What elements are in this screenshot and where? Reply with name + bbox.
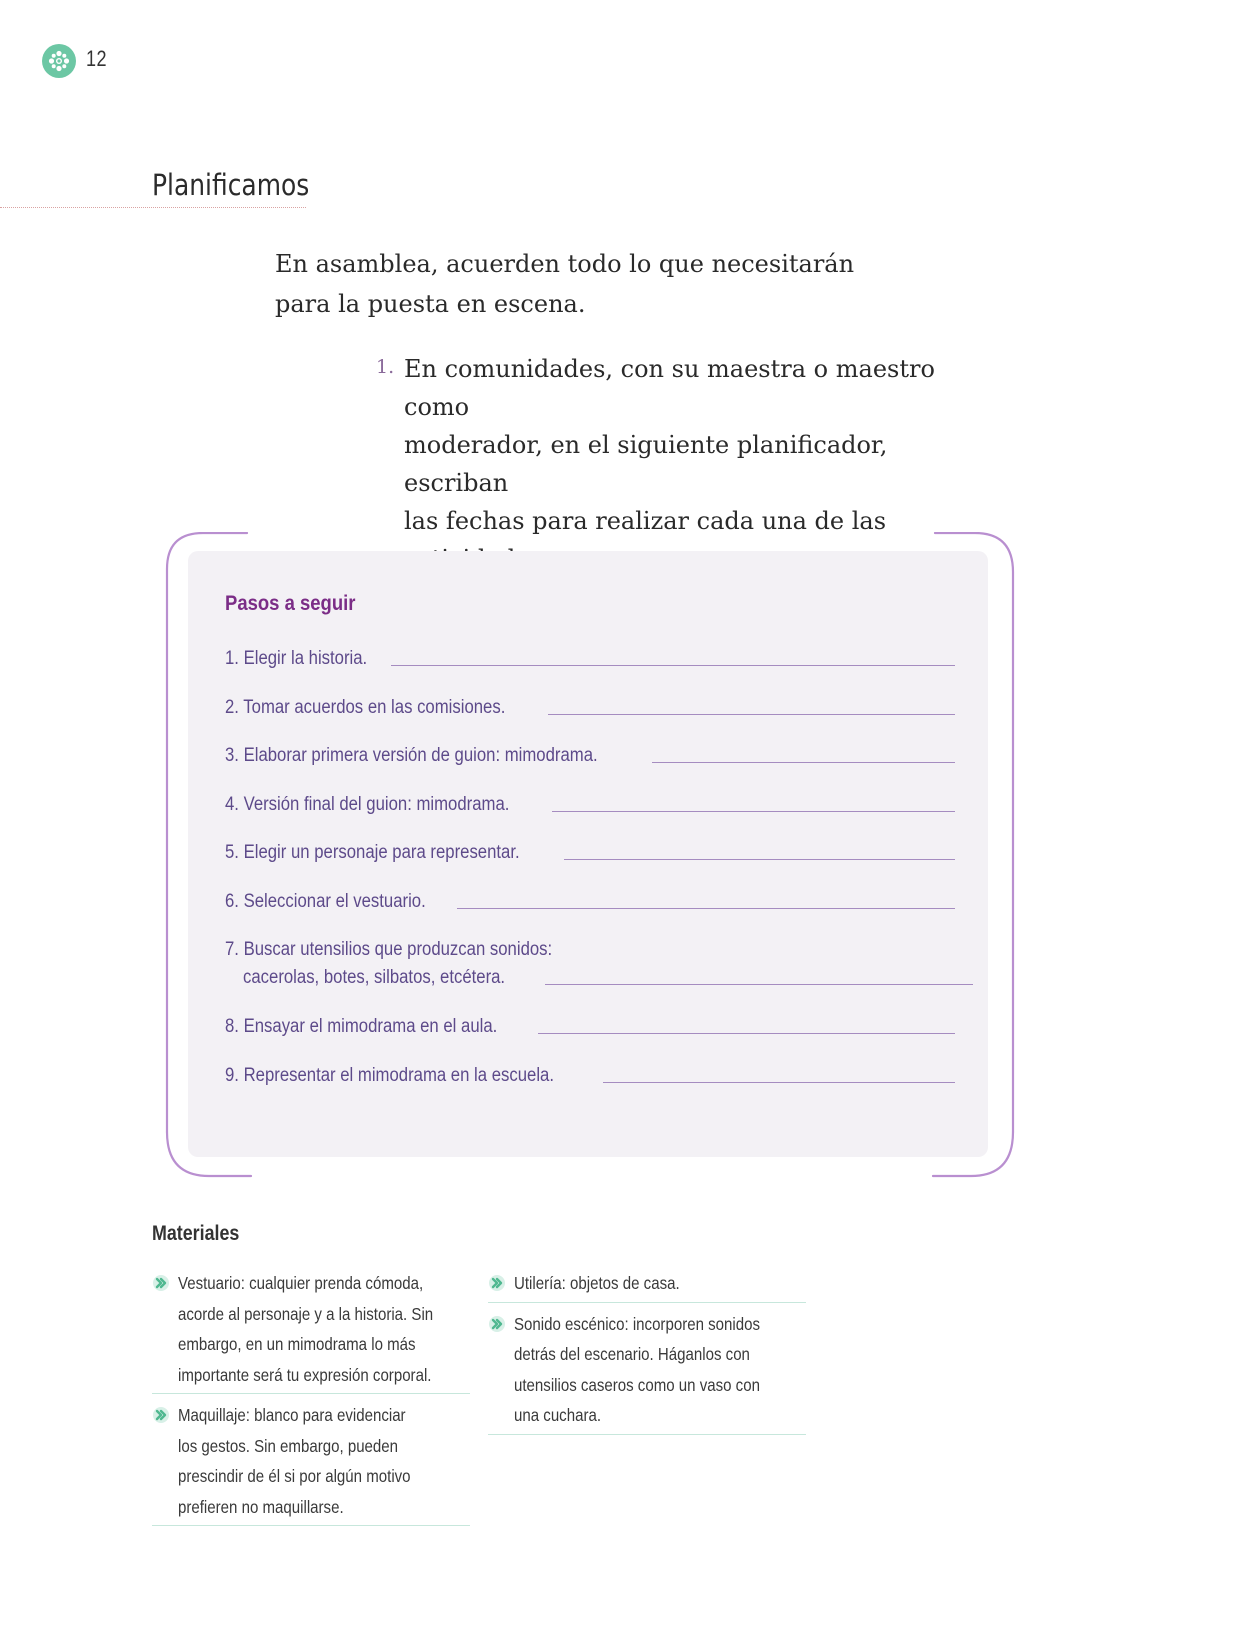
material-desc: objetos de casa. [570,1273,680,1293]
step-label: 7. Buscar utensilios que produzcan sonidos: [225,939,553,960]
material-term: Utilería: [514,1273,566,1293]
date-blank-line[interactable] [538,1033,955,1034]
chevron-right-icon [488,1315,506,1333]
activity-line: En comunidades, con su maestra o maestro como [404,355,935,421]
material-term: Maquillaje: [178,1405,250,1425]
step-item [225,794,955,843]
material-item [152,1268,470,1394]
step-label: 6. Seleccionar el vestuario. [225,890,426,912]
date-blank-line[interactable] [548,714,955,715]
step-item [225,697,955,746]
intro-paragraph [275,244,875,324]
materials-column-right [488,1268,806,1441]
step-item [225,891,955,940]
materials-title: Materiales [152,1222,240,1245]
step-label: 8. Ensayar el mimodrama en el aula. [225,1016,498,1037]
step-label: 3. Elaborar primera versión de guion: mimodrama. [225,745,598,766]
section-title: Planificamos [152,168,310,202]
step-label: 1. Elegir la historia. [225,648,368,669]
step-label: 5. Elegir un personaje para representar. [225,842,520,863]
step-label: 9. Representar el mimodrama en la escuela. [225,1064,554,1086]
material-desc: los gestos. Sin embargo, pueden [178,1435,399,1456]
activity-number: 1. [376,356,395,378]
material-item [488,1309,806,1435]
date-blank-line[interactable] [564,859,955,860]
activity-line: las fechas para realizar cada una de las [404,507,887,535]
planner-title: Pasos a seguir [225,592,356,615]
material-desc: una cuchara. [514,1405,602,1425]
chevron-right-icon [152,1406,170,1424]
material-desc: detrás del escenario. Háganlos con [514,1344,750,1364]
step-item [225,745,955,794]
step-item [225,842,955,891]
step-item [225,1065,955,1114]
material-desc: embargo, en un mimodrama lo más [178,1334,416,1354]
date-blank-line[interactable] [391,665,955,666]
step-label: 4. Versión final del guion: mimodrama. [225,793,510,815]
material-term: Vestuario: [178,1273,245,1293]
material-desc: cualquier prenda cómoda, [249,1273,424,1293]
step-item [225,939,955,1016]
material-desc: acorde al personaje y a la historia. Sin [178,1303,434,1324]
flower-icon [47,49,71,73]
page-badge [42,44,76,78]
material-desc: importante será tu expresión corporal. [178,1364,432,1385]
chevron-right-icon [152,1274,170,1292]
intro-line: En asamblea, acuerden todo lo que necesitarán [275,250,855,278]
material-desc: utensilios caseros como un vaso con [514,1374,760,1395]
material-desc: incorporen sonidos [632,1313,761,1334]
activity-line: moderador, en el siguiente planificador, escriban [404,431,888,497]
step-item [225,1016,955,1065]
material-desc: prefieren no maquillarse. [178,1496,344,1517]
step-label-continuation: cacerolas, botes, silbatos, etcétera. [243,967,506,988]
intro-line: para la puesta en escena. [275,290,586,318]
section-divider [0,207,306,208]
date-blank-line[interactable] [457,908,955,909]
date-blank-line[interactable] [603,1082,955,1083]
material-term: Sonido escénico: [514,1313,629,1334]
date-blank-line[interactable] [545,984,973,985]
page-number: 12 [86,46,107,71]
step-label: 2. Tomar acuerdos en las comisiones. [225,696,506,718]
materials-column-left [152,1268,470,1532]
material-item [152,1400,470,1526]
chevron-right-icon [488,1274,506,1292]
step-item [225,648,955,697]
material-desc: blanco para evidenciar [254,1405,406,1425]
date-blank-line[interactable] [552,811,955,812]
material-item [488,1268,806,1303]
material-desc: prescindir de él si por algún motivo [178,1466,411,1486]
date-blank-line[interactable] [652,762,955,763]
steps-list [225,648,955,1113]
